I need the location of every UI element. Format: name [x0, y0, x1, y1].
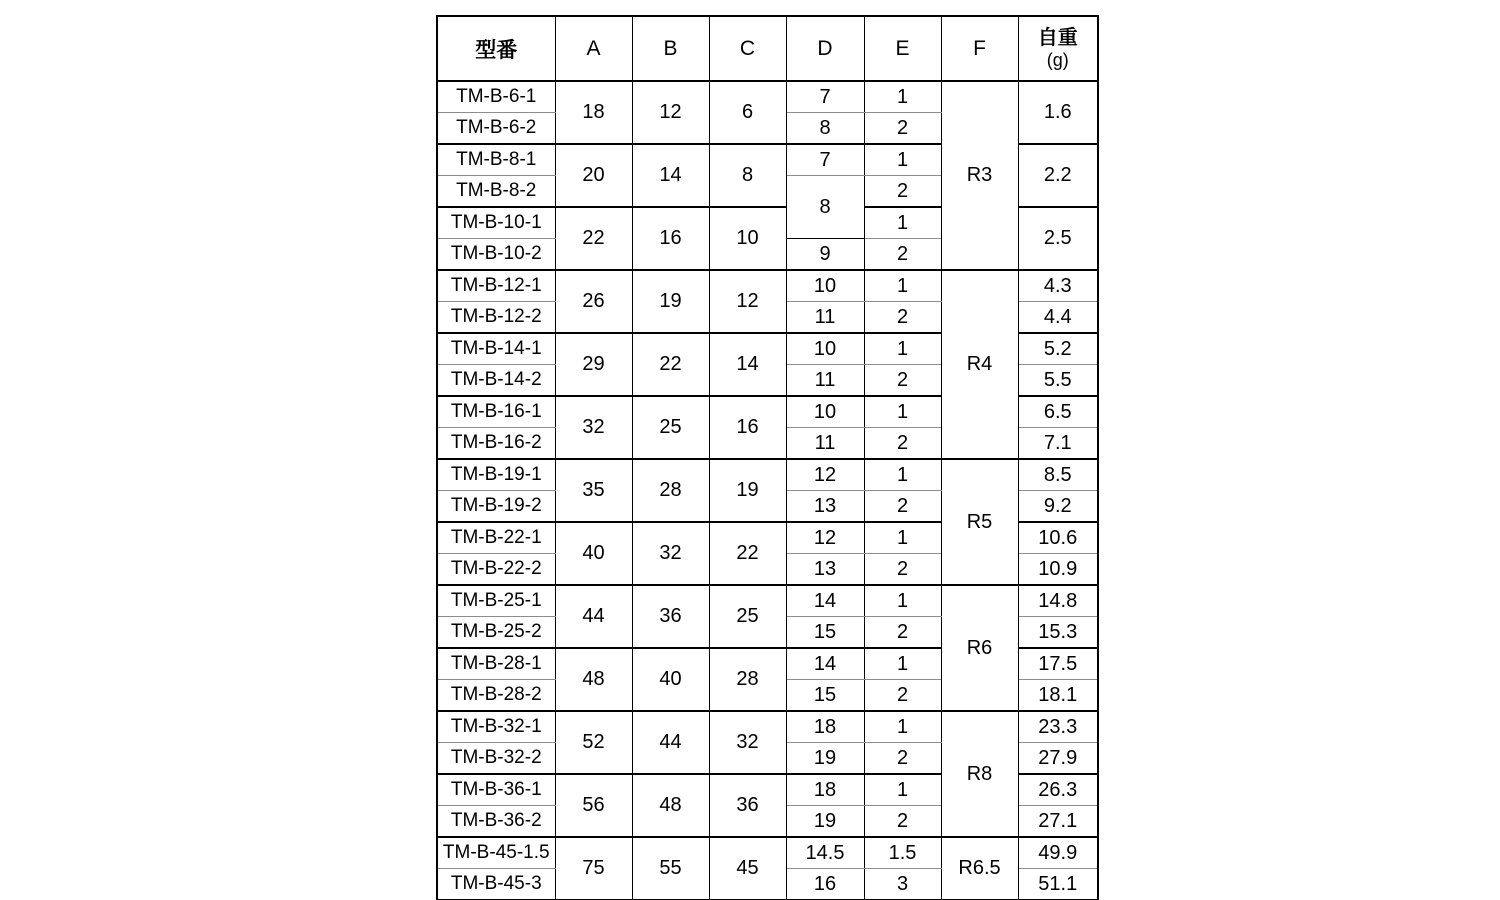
col-a-cell: 29 — [555, 333, 632, 396]
col-d-cell: 8 — [786, 113, 864, 145]
col-d-cell: 11 — [786, 428, 864, 460]
table-row — [437, 837, 1098, 869]
col-e-cell: 1 — [864, 144, 941, 176]
col-a-cell: 18 — [555, 81, 632, 144]
table-row — [437, 711, 1098, 743]
col-d-cell: 12 — [786, 459, 864, 491]
model-cell: TM-B-25-1 — [437, 585, 555, 617]
col-d-cell: 10 — [786, 333, 864, 365]
model-cell: TM-B-12-1 — [437, 270, 555, 302]
weight-cell: 9.2 — [1018, 491, 1098, 523]
model-cell: TM-B-8-2 — [437, 176, 555, 208]
col-e-cell: 1 — [864, 270, 941, 302]
col-e-cell: 1 — [864, 648, 941, 680]
header-d: D — [786, 16, 864, 81]
weight-cell: 8.5 — [1018, 459, 1098, 491]
col-d-cell: 11 — [786, 302, 864, 334]
radius-f-cell: R3 — [941, 81, 1018, 270]
col-a-cell: 35 — [555, 459, 632, 522]
col-e-cell: 1 — [864, 81, 941, 113]
model-cell: TM-B-6-2 — [437, 113, 555, 145]
col-b-cell: 28 — [632, 459, 709, 522]
col-b-cell: 44 — [632, 711, 709, 774]
radius-f-cell: R6.5 — [941, 837, 1018, 900]
col-c-cell: 25 — [709, 585, 786, 648]
col-c-cell: 6 — [709, 81, 786, 144]
col-d-cell: 14 — [786, 648, 864, 680]
col-c-cell: 10 — [709, 207, 786, 270]
model-cell: TM-B-8-1 — [437, 144, 555, 176]
col-d-cell: 14.5 — [786, 837, 864, 869]
col-b-cell: 19 — [632, 270, 709, 333]
model-cell: TM-B-19-2 — [437, 491, 555, 523]
col-d-cell: 9 — [786, 239, 864, 271]
col-b-cell: 36 — [632, 585, 709, 648]
col-e-cell: 1 — [864, 459, 941, 491]
model-cell: TM-B-28-2 — [437, 680, 555, 712]
model-cell: TM-B-32-2 — [437, 743, 555, 775]
col-b-cell: 25 — [632, 396, 709, 459]
radius-f-cell: R5 — [941, 459, 1018, 585]
weight-cell: 10.9 — [1018, 554, 1098, 586]
col-e-cell: 2 — [864, 365, 941, 397]
model-cell: TM-B-25-2 — [437, 617, 555, 649]
header-f: F — [941, 16, 1018, 81]
weight-cell: 26.3 — [1018, 774, 1098, 806]
model-cell: TM-B-45-1.5 — [437, 837, 555, 869]
weight-cell: 15.3 — [1018, 617, 1098, 649]
col-a-cell: 20 — [555, 144, 632, 207]
model-cell: TM-B-16-2 — [437, 428, 555, 460]
col-e-cell: 1 — [864, 585, 941, 617]
model-cell: TM-B-36-1 — [437, 774, 555, 806]
col-c-cell: 32 — [709, 711, 786, 774]
col-a-cell: 75 — [555, 837, 632, 900]
radius-f-cell: R4 — [941, 270, 1018, 459]
col-d-cell: 11 — [786, 365, 864, 397]
model-cell: TM-B-19-1 — [437, 459, 555, 491]
header-weight-unit: (g) — [1046, 49, 1069, 70]
header-row — [437, 16, 1098, 81]
col-b-cell: 14 — [632, 144, 709, 207]
col-a-cell: 56 — [555, 774, 632, 837]
model-cell: TM-B-10-1 — [437, 207, 555, 239]
weight-cell: 49.9 — [1018, 837, 1098, 869]
weight-cell: 1.6 — [1018, 81, 1098, 144]
col-c-cell: 16 — [709, 396, 786, 459]
weight-cell: 18.1 — [1018, 680, 1098, 712]
col-e-cell: 1.5 — [864, 837, 941, 869]
col-b-cell: 55 — [632, 837, 709, 900]
col-d-cell: 15 — [786, 680, 864, 712]
col-c-cell: 45 — [709, 837, 786, 900]
radius-f-cell: R8 — [941, 711, 1018, 837]
header-e: E — [864, 16, 941, 81]
header-c: C — [709, 16, 786, 81]
table-row — [437, 81, 1098, 113]
col-a-cell: 44 — [555, 585, 632, 648]
model-cell: TM-B-16-1 — [437, 396, 555, 428]
col-e-cell: 1 — [864, 396, 941, 428]
header-weight-title: 自重 — [1037, 26, 1078, 49]
weight-cell: 23.3 — [1018, 711, 1098, 743]
table-row — [437, 270, 1098, 302]
col-e-cell: 1 — [864, 774, 941, 806]
col-e-cell: 2 — [864, 806, 941, 838]
col-b-cell: 22 — [632, 333, 709, 396]
col-d-cell: 12 — [786, 522, 864, 554]
col-e-cell: 1 — [864, 711, 941, 743]
col-a-cell: 48 — [555, 648, 632, 711]
col-c-cell: 14 — [709, 333, 786, 396]
col-e-cell: 1 — [864, 333, 941, 365]
weight-cell: 4.3 — [1018, 270, 1098, 302]
model-cell: TM-B-14-2 — [437, 365, 555, 397]
weight-cell: 14.8 — [1018, 585, 1098, 617]
table-row — [437, 459, 1098, 491]
col-e-cell: 2 — [864, 302, 941, 334]
col-d-cell: 13 — [786, 491, 864, 523]
col-c-cell: 8 — [709, 144, 786, 207]
col-c-cell: 12 — [709, 270, 786, 333]
col-d-cell: 13 — [786, 554, 864, 586]
col-d-cell: 19 — [786, 806, 864, 838]
header-model: 型番 — [437, 16, 555, 81]
col-d-cell: 15 — [786, 617, 864, 649]
col-b-cell: 16 — [632, 207, 709, 270]
col-b-cell: 12 — [632, 81, 709, 144]
model-cell: TM-B-10-2 — [437, 239, 555, 271]
col-d-cell: 10 — [786, 270, 864, 302]
col-d-cell: 14 — [786, 585, 864, 617]
spec-table-container — [436, 15, 1099, 900]
col-a-cell: 52 — [555, 711, 632, 774]
model-cell: TM-B-14-1 — [437, 333, 555, 365]
col-d-cell: 8 — [786, 176, 864, 239]
model-cell: TM-B-45-3 — [437, 869, 555, 900]
col-a-cell: 40 — [555, 522, 632, 585]
weight-cell: 27.9 — [1018, 743, 1098, 775]
weight-cell: 17.5 — [1018, 648, 1098, 680]
col-e-cell: 2 — [864, 680, 941, 712]
col-b-cell: 40 — [632, 648, 709, 711]
weight-cell: 7.1 — [1018, 428, 1098, 460]
col-c-cell: 28 — [709, 648, 786, 711]
col-e-cell: 2 — [864, 113, 941, 145]
col-e-cell: 2 — [864, 743, 941, 775]
col-d-cell: 7 — [786, 144, 864, 176]
weight-cell: 2.2 — [1018, 144, 1098, 207]
model-cell: TM-B-22-2 — [437, 554, 555, 586]
model-cell: TM-B-22-1 — [437, 522, 555, 554]
weight-cell: 5.5 — [1018, 365, 1098, 397]
col-e-cell: 1 — [864, 522, 941, 554]
col-e-cell: 2 — [864, 239, 941, 271]
header-a: A — [555, 16, 632, 81]
weight-cell: 51.1 — [1018, 869, 1098, 900]
col-b-cell: 32 — [632, 522, 709, 585]
col-b-cell: 48 — [632, 774, 709, 837]
model-cell: TM-B-32-1 — [437, 711, 555, 743]
radius-f-cell: R6 — [941, 585, 1018, 711]
weight-cell: 2.5 — [1018, 207, 1098, 270]
col-e-cell: 2 — [864, 554, 941, 586]
col-e-cell: 2 — [864, 617, 941, 649]
model-cell: TM-B-6-1 — [437, 81, 555, 113]
col-c-cell: 19 — [709, 459, 786, 522]
model-cell: TM-B-12-2 — [437, 302, 555, 334]
col-e-cell: 3 — [864, 869, 941, 900]
weight-cell: 4.4 — [1018, 302, 1098, 334]
weight-cell: 6.5 — [1018, 396, 1098, 428]
header-weight — [1018, 16, 1098, 81]
col-e-cell: 2 — [864, 428, 941, 460]
col-d-cell: 10 — [786, 396, 864, 428]
col-c-cell: 36 — [709, 774, 786, 837]
col-d-cell: 18 — [786, 711, 864, 743]
spec-table — [436, 15, 1099, 900]
col-a-cell: 26 — [555, 270, 632, 333]
col-a-cell: 22 — [555, 207, 632, 270]
weight-cell: 10.6 — [1018, 522, 1098, 554]
col-d-cell: 7 — [786, 81, 864, 113]
col-d-cell: 19 — [786, 743, 864, 775]
col-a-cell: 32 — [555, 396, 632, 459]
col-e-cell: 2 — [864, 176, 941, 208]
header-b: B — [632, 16, 709, 81]
table-row — [437, 585, 1098, 617]
col-c-cell: 22 — [709, 522, 786, 585]
col-e-cell: 1 — [864, 207, 941, 239]
col-e-cell: 2 — [864, 491, 941, 523]
weight-cell: 27.1 — [1018, 806, 1098, 838]
weight-cell: 5.2 — [1018, 333, 1098, 365]
col-d-cell: 18 — [786, 774, 864, 806]
model-cell: TM-B-36-2 — [437, 806, 555, 838]
model-cell: TM-B-28-1 — [437, 648, 555, 680]
col-d-cell: 16 — [786, 869, 864, 900]
